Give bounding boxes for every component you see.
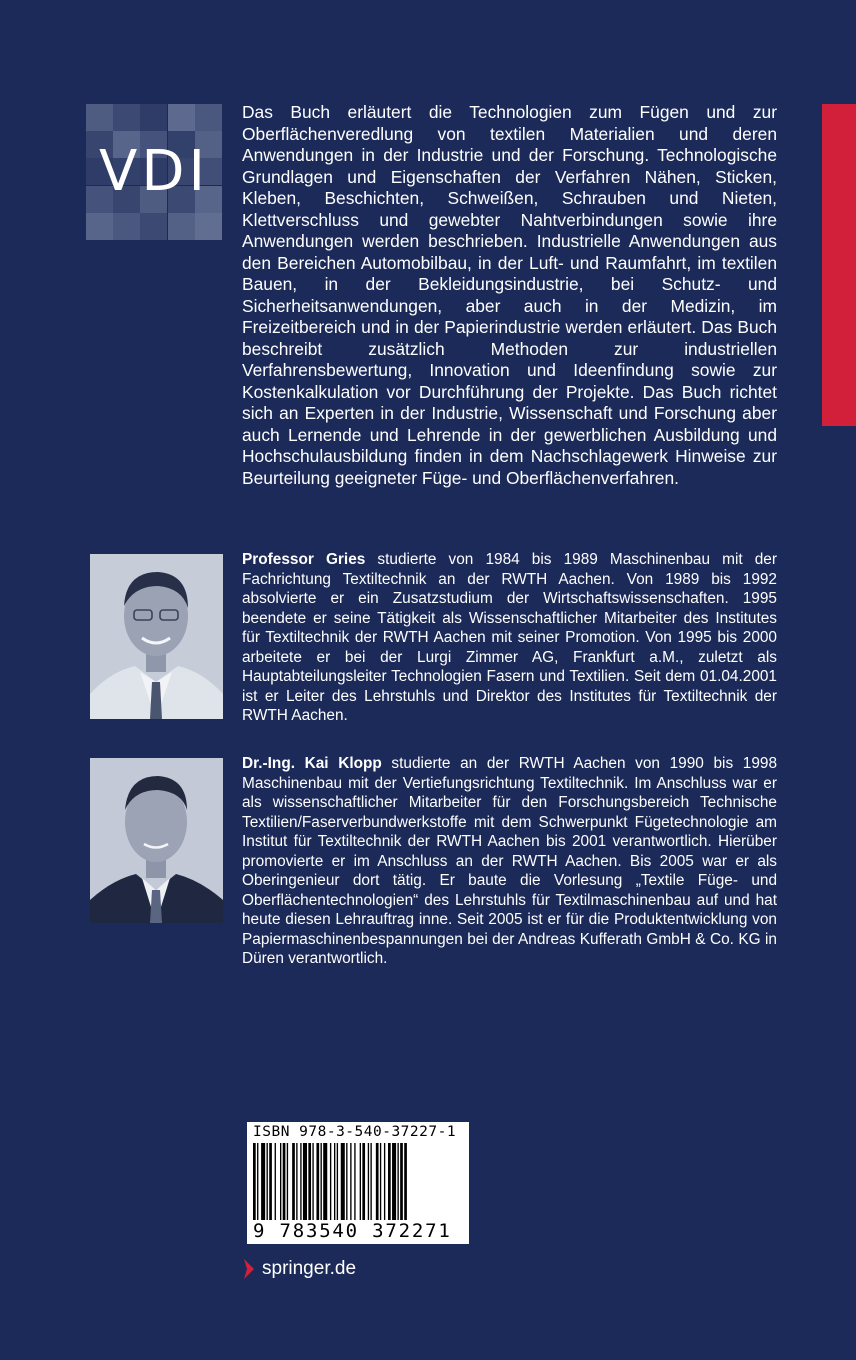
isbn-barcode: [247, 1122, 469, 1244]
logo-tile: [140, 104, 167, 131]
red-edge-tab: [822, 104, 856, 426]
logo-tile: [195, 213, 222, 240]
logo-tile: [195, 104, 222, 131]
logo-tile: [113, 104, 140, 131]
logo-tile: [140, 213, 167, 240]
book-description: Das Buch erläutert die Technologien zum Fügen und zur Oberflächenveredlung von textilen Materialien und deren Anwendungen in der Industrie und der Forschung. Technologische Grundlagen und Eigenschaften der Verfahren Nähen, Sticken, Kleben, Beschichten, Schweißen, Schrauben und Nieten, Klettverschluss und gewebter Nahtverbindungen sowie ihre Anwendungen werden beschrieben. Industrielle Anwendungen aus den Bereichen Automobilbau, in der Luft- und Raumfahrt, im textilen Bauen, in der Bekleidungsindustrie, bei Schutz- und Sicherheitsanwendungen, aber auch in der Medizin, im Freizeitbereich und in der Papierindustrie werden erläutert. Das Buch beschreibt zusätzlich Methoden zur industriellen Verfahrensbewertung, Innovation und Ideenfindung sowie zur Kostenkalkulation vor Durchführung der Projekte. Das Buch richtet sich an Experten in der Industrie, Wissenschaft und Forschung aber auch Lernende und Lehrende in der gewerblichen Ausbildung und Hochschulausbildung finden in dem Nachschlagewerk Hinweise zur Beurteilung geeigneter Füge- und Oberflächenverfahren.: [242, 102, 777, 488]
logo-tile: [168, 104, 195, 131]
author-bio-text: studierte an der RWTH Aachen von 1990 bis 1998 Maschinenbau mit der Vertiefungsrichtung Textiltechnik. Im Anschluss war er als wissenschaftlicher Mitarbeiter für den Forschungsbereich Technische Textilien/Faserverbundwerkstoffe mit dem Schwerpunkt Fügetechnologie am Institut für Textiltechnik der RWTH Aachen bis 2001 verantwortlich. Hierüber promovierte er im Anschluss an der RWTH Aachen. Bis 2005 war er als Oberingenieur dort tätig. Er baute die Vorlesung „Textile Füge- und Oberflächentechnologien“ des Lehrstuhls für Textilmaschinenbau auf und hat heute diesen Lehrauftrag inne. Seit 2005 ist er für die Produktentwicklung von Papiermaschinenbespannungen bei der Andreas Kufferath GmbH & Co. KG in Düren verantwortlich.: [242, 755, 778, 967]
logo-tile: [86, 104, 113, 131]
isbn-digits: 9 783540 372271: [253, 1220, 455, 1242]
vdi-logo: [86, 104, 222, 240]
logo-tile: [86, 213, 113, 240]
author-name: Dr.-Ing. Kai Klopp: [242, 755, 382, 772]
author-name: Professor Gries: [242, 551, 366, 568]
author-bio-klopp: [242, 754, 777, 969]
author-photo-gries: [90, 554, 223, 719]
logo-tile: [168, 213, 195, 240]
chevron-right-icon: [242, 1258, 256, 1280]
author-bio-text: studierte von 1984 bis 1989 Maschinenbau mit der Fachrichtung Textiltechnik an der RWTH Aachen. Von 1989 bis 1992 absolvierte er ein Zusatzstudium der Wirtschaftswissenschaften. 1995 beendete er seine Tätigkeit als Wissenschaftlicher Mitarbeiter des Institutes für Textiltechnik der RWTH Aachen mit seiner Promotion. Von 1995 bis 2000 arbeitete er bei der Lurgi Zimmer AG, Frankfurt a.M., zuletzt als Hauptabteilungsleiter Technologien Fasern und Textilien. Seit dem 01.04.2001 ist er Leiter des Lehrstuhls und Direktor des Institutes für Textiltechnik der RWTH Aachen.: [242, 551, 777, 724]
logo-tile: [113, 213, 140, 240]
isbn-label: ISBN 978-3-540-37227-1: [253, 1124, 457, 1140]
author-photo-klopp: [90, 758, 223, 923]
author-bio-gries: [242, 550, 777, 726]
publisher-link[interactable]: [242, 1258, 356, 1280]
publisher-url: springer.de: [262, 1258, 357, 1279]
vdi-logo-text: VDI: [99, 139, 209, 204]
